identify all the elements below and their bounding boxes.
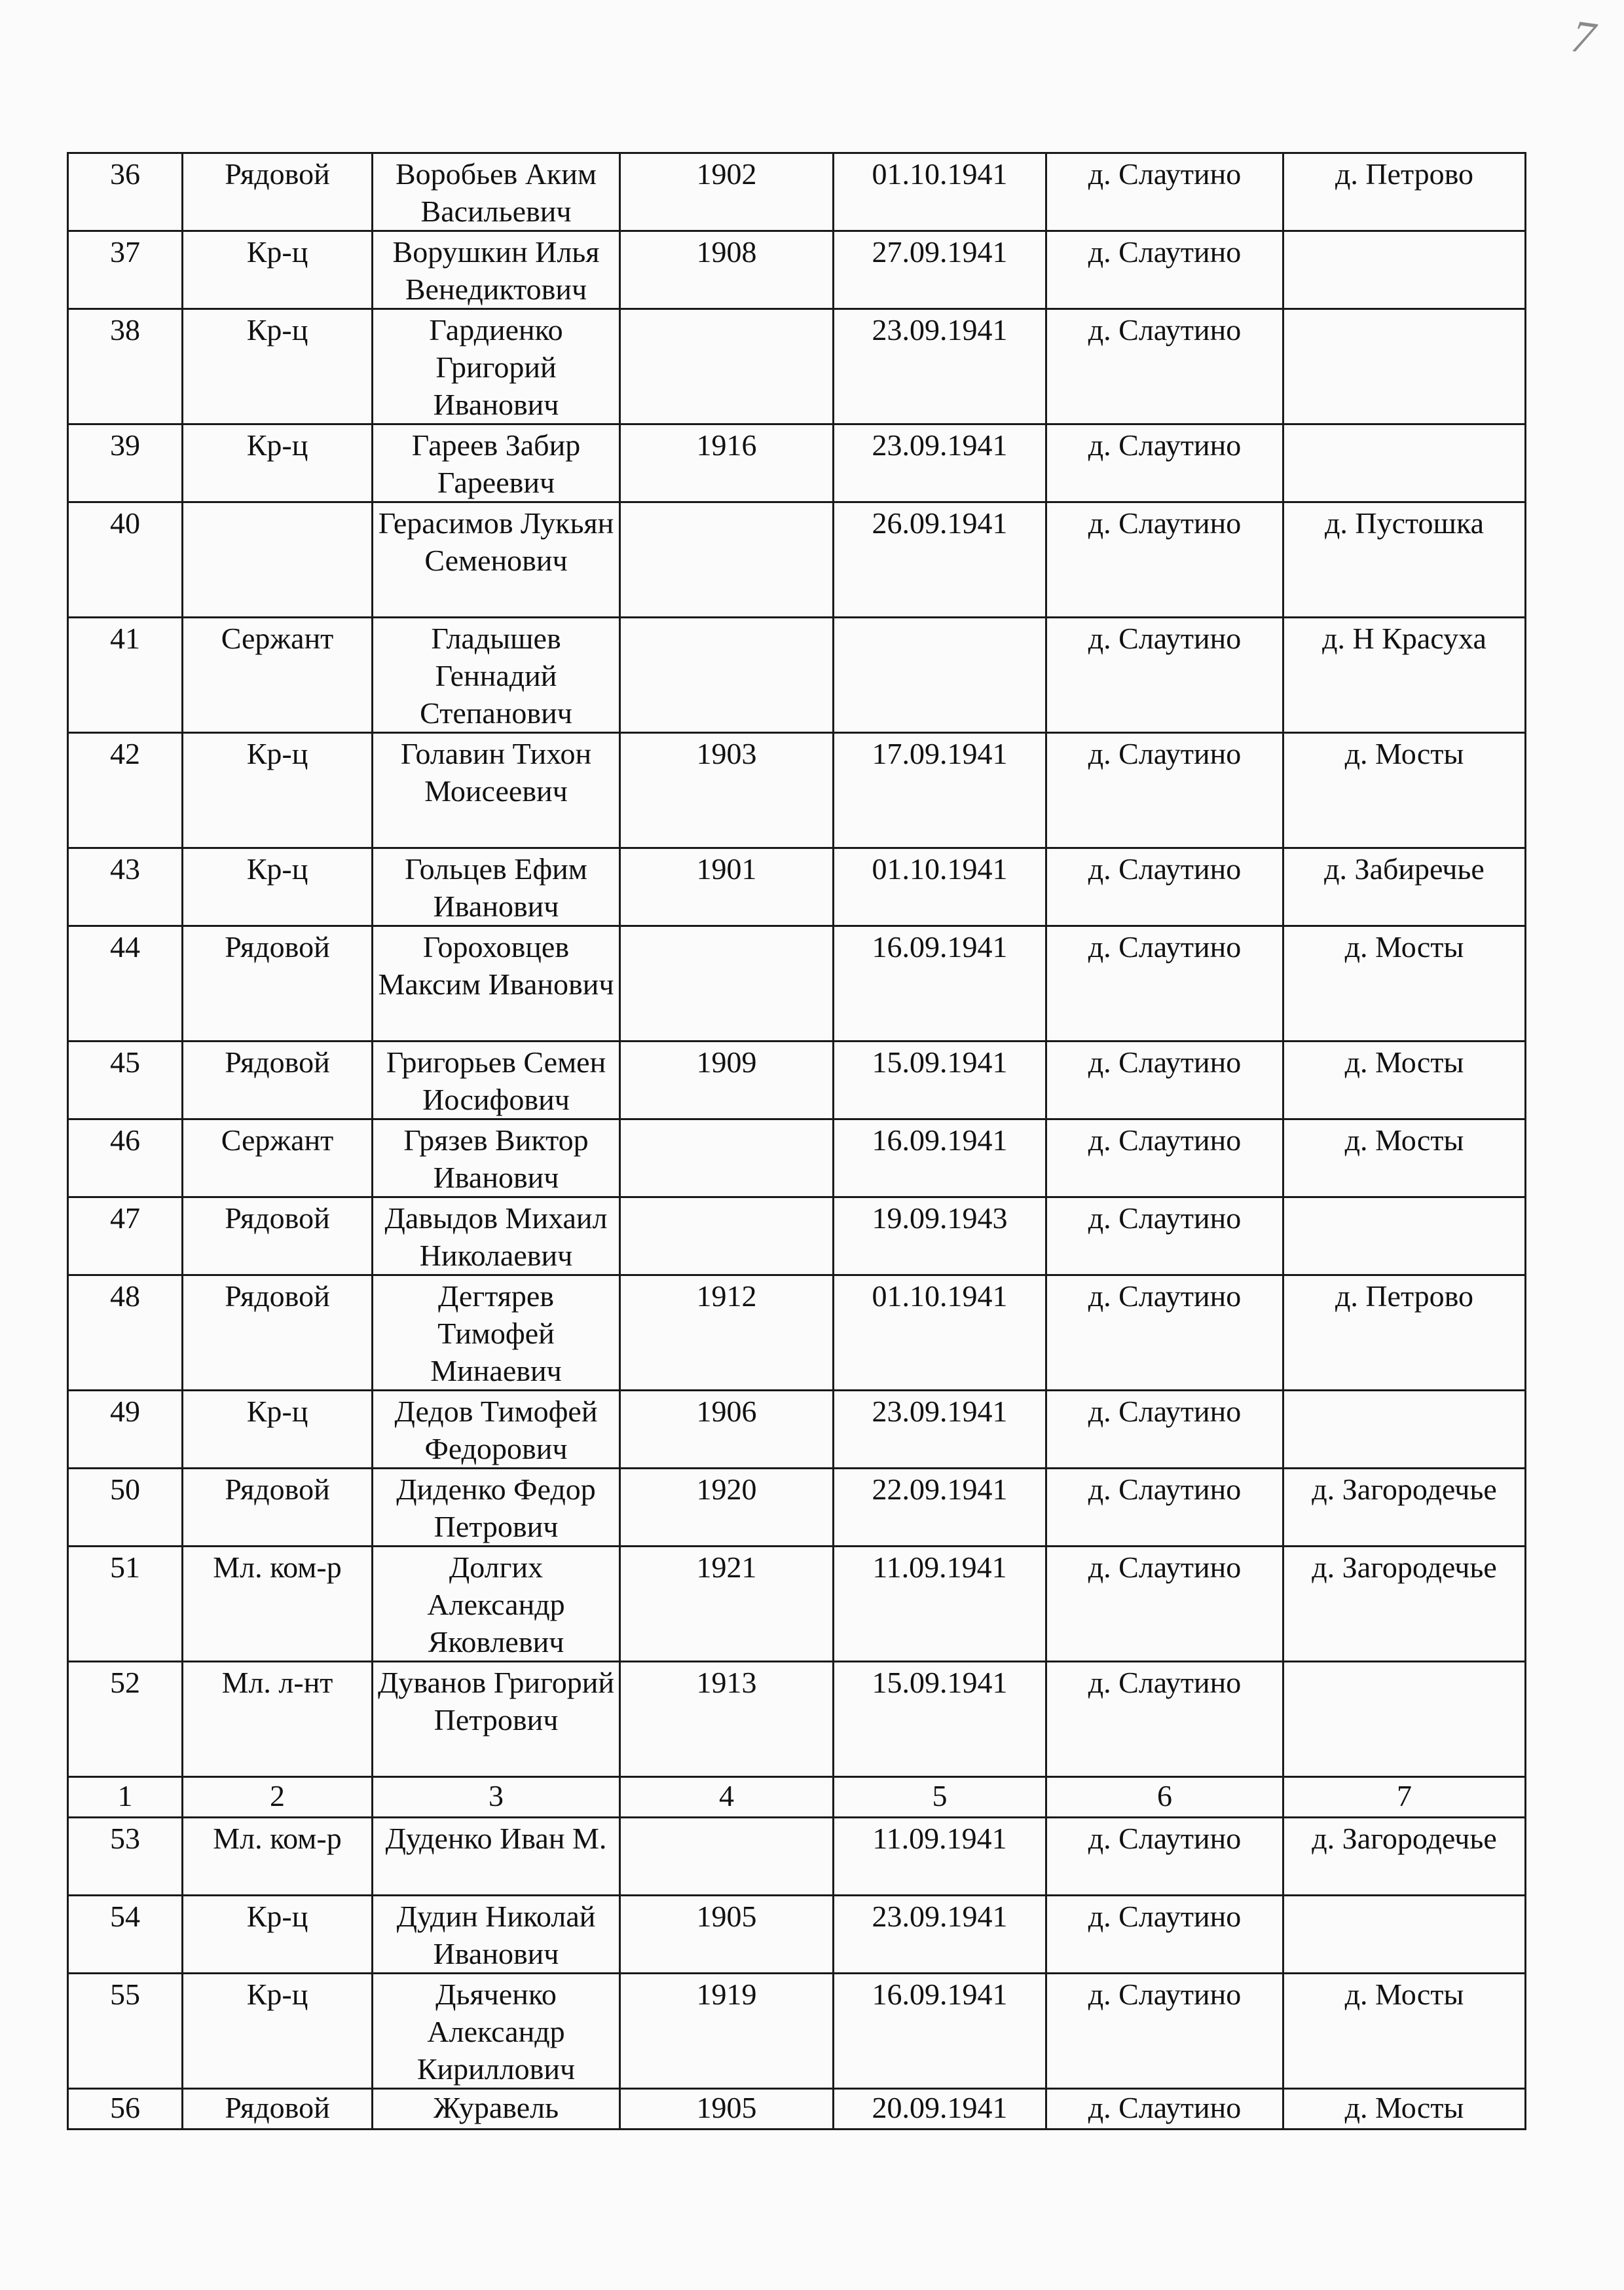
cell-rank: Рядовой: [183, 1469, 373, 1547]
cell-death-date: 15.09.1941: [834, 1662, 1046, 1777]
column-number: 2: [183, 1777, 373, 1818]
cell-original-place: [1283, 1896, 1526, 1974]
cell-rank: Кр-ц: [183, 1391, 373, 1469]
cell-birth-year: [620, 502, 834, 618]
cell-burial-place: д. Слаутино: [1046, 424, 1283, 502]
cell-rank: Рядовой: [183, 926, 373, 1042]
cell-birth-year: 1902: [620, 153, 834, 231]
cell-original-place: д. Мосты: [1283, 1042, 1526, 1119]
table-row: [68, 2089, 1526, 2130]
cell-burial-place: д. Слаутино: [1046, 153, 1283, 231]
table-row: [68, 733, 1526, 848]
cell-burial-place: д. Слаутино: [1046, 309, 1283, 424]
column-number: 1: [68, 1777, 183, 1818]
cell-birth-year: [620, 309, 834, 424]
cell-burial-place: д. Слаутино: [1046, 1896, 1283, 1974]
cell-death-date: 01.10.1941: [834, 848, 1046, 926]
cell-death-date: 01.10.1941: [834, 153, 1046, 231]
cell-death-date: [834, 618, 1046, 733]
cell-number: 53: [68, 1818, 183, 1896]
cell-name: Гладышев Геннадий Степанович: [373, 618, 620, 733]
column-number: 5: [834, 1777, 1046, 1818]
cell-rank: Мл. ком-р: [183, 1547, 373, 1662]
page-number-mark: 7: [1568, 10, 1598, 65]
cell-death-date: 20.09.1941: [834, 2089, 1046, 2130]
cell-birth-year: 1903: [620, 733, 834, 848]
cell-name: Дегтярев Тимофей Минаевич: [373, 1275, 620, 1391]
cell-original-place: д. Мосты: [1283, 1119, 1526, 1197]
cell-number: 56: [68, 2089, 183, 2130]
cell-name: Диденко Федор Петрович: [373, 1469, 620, 1547]
cell-death-date: 11.09.1941: [834, 1547, 1046, 1662]
cell-original-place: д. Загородечье: [1283, 1547, 1526, 1662]
cell-death-date: 23.09.1941: [834, 309, 1046, 424]
cell-number: 41: [68, 618, 183, 733]
cell-original-place: [1283, 424, 1526, 502]
cell-original-place: д. Загородечье: [1283, 1469, 1526, 1547]
cell-death-date: 27.09.1941: [834, 231, 1046, 309]
table-row: [68, 848, 1526, 926]
cell-number: 47: [68, 1197, 183, 1275]
cell-number: 39: [68, 424, 183, 502]
table-row: [68, 424, 1526, 502]
cell-rank: Рядовой: [183, 1275, 373, 1391]
cell-death-date: 15.09.1941: [834, 1042, 1046, 1119]
cell-rank: Кр-ц: [183, 231, 373, 309]
cell-death-date: 23.09.1941: [834, 424, 1046, 502]
cell-birth-year: [620, 926, 834, 1042]
cell-number: 48: [68, 1275, 183, 1391]
cell-original-place: д. Мосты: [1283, 2089, 1526, 2130]
cell-burial-place: д. Слаутино: [1046, 1119, 1283, 1197]
cell-name: Герасимов Лукьян Семенович: [373, 502, 620, 618]
table-row: [68, 1974, 1526, 2089]
cell-number: 45: [68, 1042, 183, 1119]
burial-register-table: [67, 152, 1526, 2130]
column-number: 4: [620, 1777, 834, 1818]
cell-rank: Рядовой: [183, 1042, 373, 1119]
cell-burial-place: д. Слаутино: [1046, 1469, 1283, 1547]
cell-burial-place: д. Слаутино: [1046, 618, 1283, 733]
table-row: [68, 1469, 1526, 1547]
cell-number: 50: [68, 1469, 183, 1547]
cell-name: Воробьев Аким Васильевич: [373, 153, 620, 231]
cell-death-date: 26.09.1941: [834, 502, 1046, 618]
table-row: [68, 1547, 1526, 1662]
cell-birth-year: 1913: [620, 1662, 834, 1777]
table-row: [68, 502, 1526, 618]
cell-death-date: 16.09.1941: [834, 926, 1046, 1042]
cell-birth-year: 1912: [620, 1275, 834, 1391]
cell-birth-year: 1905: [620, 1896, 834, 1974]
cell-burial-place: д. Слаутино: [1046, 1818, 1283, 1896]
cell-burial-place: д. Слаутино: [1046, 2089, 1283, 2130]
cell-name: Дедов Тимофей Федорович: [373, 1391, 620, 1469]
cell-name: Дьяченко Александр Кириллович: [373, 1974, 620, 2089]
cell-number: 38: [68, 309, 183, 424]
column-number: 7: [1283, 1777, 1526, 1818]
cell-name: Дуденко Иван М.: [373, 1818, 620, 1896]
table-row: [68, 1818, 1526, 1896]
cell-death-date: 23.09.1941: [834, 1896, 1046, 1974]
table-row: [68, 153, 1526, 231]
cell-name: Гардиенко Григорий Иванович: [373, 309, 620, 424]
cell-number: 52: [68, 1662, 183, 1777]
cell-name: Дудин Николай Иванович: [373, 1896, 620, 1974]
cell-number: 46: [68, 1119, 183, 1197]
cell-original-place: [1283, 309, 1526, 424]
cell-rank: Кр-ц: [183, 1896, 373, 1974]
cell-number: 42: [68, 733, 183, 848]
cell-rank: Мл. л-нт: [183, 1662, 373, 1777]
cell-original-place: д. Мосты: [1283, 1974, 1526, 2089]
cell-burial-place: д. Слаутино: [1046, 1275, 1283, 1391]
cell-original-place: д. Мосты: [1283, 733, 1526, 848]
cell-number: 40: [68, 502, 183, 618]
column-number: 3: [373, 1777, 620, 1818]
cell-birth-year: 1920: [620, 1469, 834, 1547]
cell-name: Журавель: [373, 2089, 620, 2130]
table-row: [68, 618, 1526, 733]
cell-rank: Рядовой: [183, 1197, 373, 1275]
cell-birth-year: [620, 1818, 834, 1896]
cell-burial-place: д. Слаутино: [1046, 848, 1283, 926]
cell-name: Гороховцев Максим Иванович: [373, 926, 620, 1042]
cell-original-place: [1283, 231, 1526, 309]
cell-number: 44: [68, 926, 183, 1042]
cell-burial-place: д. Слаутино: [1046, 502, 1283, 618]
cell-birth-year: 1901: [620, 848, 834, 926]
cell-burial-place: д. Слаутино: [1046, 926, 1283, 1042]
cell-burial-place: д. Слаутино: [1046, 231, 1283, 309]
cell-name: Григорьев Семен Иосифович: [373, 1042, 620, 1119]
cell-number: 54: [68, 1896, 183, 1974]
cell-rank: Сержант: [183, 1119, 373, 1197]
cell-original-place: д. Пустошка: [1283, 502, 1526, 618]
cell-original-place: д. Загородечье: [1283, 1818, 1526, 1896]
table-row: [68, 1042, 1526, 1119]
cell-original-place: [1283, 1391, 1526, 1469]
cell-number: 37: [68, 231, 183, 309]
cell-birth-year: 1905: [620, 2089, 834, 2130]
cell-original-place: д. Забиречье: [1283, 848, 1526, 926]
cell-rank: Кр-ц: [183, 424, 373, 502]
cell-name: Долгих Александр Яковлевич: [373, 1547, 620, 1662]
cell-number: 43: [68, 848, 183, 926]
cell-burial-place: д. Слаутино: [1046, 1197, 1283, 1275]
cell-death-date: 17.09.1941: [834, 733, 1046, 848]
cell-birth-year: 1906: [620, 1391, 834, 1469]
cell-name: Давыдов Михаил Николаевич: [373, 1197, 620, 1275]
cell-original-place: [1283, 1662, 1526, 1777]
cell-number: 36: [68, 153, 183, 231]
column-number: 6: [1046, 1777, 1283, 1818]
cell-death-date: 22.09.1941: [834, 1469, 1046, 1547]
cell-rank: [183, 502, 373, 618]
table-row: [68, 926, 1526, 1042]
cell-name: Ворушкин Илья Венедиктович: [373, 231, 620, 309]
cell-rank: Мл. ком-р: [183, 1818, 373, 1896]
table-row: [68, 1391, 1526, 1469]
table-row: [68, 1275, 1526, 1391]
cell-burial-place: д. Слаутино: [1046, 1547, 1283, 1662]
cell-number: 51: [68, 1547, 183, 1662]
cell-death-date: 16.09.1941: [834, 1119, 1046, 1197]
cell-birth-year: 1908: [620, 231, 834, 309]
table-row: [68, 1119, 1526, 1197]
cell-original-place: д. Мосты: [1283, 926, 1526, 1042]
cell-burial-place: д. Слаутино: [1046, 733, 1283, 848]
cell-birth-year: 1921: [620, 1547, 834, 1662]
cell-death-date: 01.10.1941: [834, 1275, 1046, 1391]
cell-rank: Кр-ц: [183, 733, 373, 848]
cell-death-date: 23.09.1941: [834, 1391, 1046, 1469]
cell-death-date: 16.09.1941: [834, 1974, 1046, 2089]
cell-death-date: 11.09.1941: [834, 1818, 1046, 1896]
cell-burial-place: д. Слаутино: [1046, 1042, 1283, 1119]
table-row: [68, 231, 1526, 309]
cell-birth-year: [620, 1197, 834, 1275]
cell-name: Дуванов Григорий Петрович: [373, 1662, 620, 1777]
table-row: [68, 1896, 1526, 1974]
cell-birth-year: 1916: [620, 424, 834, 502]
cell-number: 49: [68, 1391, 183, 1469]
cell-birth-year: 1919: [620, 1974, 834, 2089]
cell-death-date: 19.09.1943: [834, 1197, 1046, 1275]
table-row: [68, 1197, 1526, 1275]
cell-name: Гольцев Ефим Иванович: [373, 848, 620, 926]
cell-rank: Кр-ц: [183, 848, 373, 926]
cell-name: Грязев Виктор Иванович: [373, 1119, 620, 1197]
cell-original-place: [1283, 1197, 1526, 1275]
cell-birth-year: [620, 1119, 834, 1197]
cell-rank: Рядовой: [183, 2089, 373, 2130]
cell-rank: Кр-ц: [183, 309, 373, 424]
cell-burial-place: д. Слаутино: [1046, 1662, 1283, 1777]
cell-burial-place: д. Слаутино: [1046, 1974, 1283, 2089]
cell-rank: Кр-ц: [183, 1974, 373, 2089]
cell-name: Голавин Тихон Моисеевич: [373, 733, 620, 848]
cell-burial-place: д. Слаутино: [1046, 1391, 1283, 1469]
cell-birth-year: [620, 618, 834, 733]
cell-original-place: д. Петрово: [1283, 153, 1526, 231]
cell-birth-year: 1909: [620, 1042, 834, 1119]
cell-original-place: д. Н Красуха: [1283, 618, 1526, 733]
column-number-row: [68, 1777, 1526, 1818]
cell-number: 55: [68, 1974, 183, 2089]
table-row: [68, 309, 1526, 424]
cell-rank: Рядовой: [183, 153, 373, 231]
cell-rank: Сержант: [183, 618, 373, 733]
table-row: [68, 1662, 1526, 1777]
cell-name: Гареев Забир Гареевич: [373, 424, 620, 502]
cell-original-place: д. Петрово: [1283, 1275, 1526, 1391]
